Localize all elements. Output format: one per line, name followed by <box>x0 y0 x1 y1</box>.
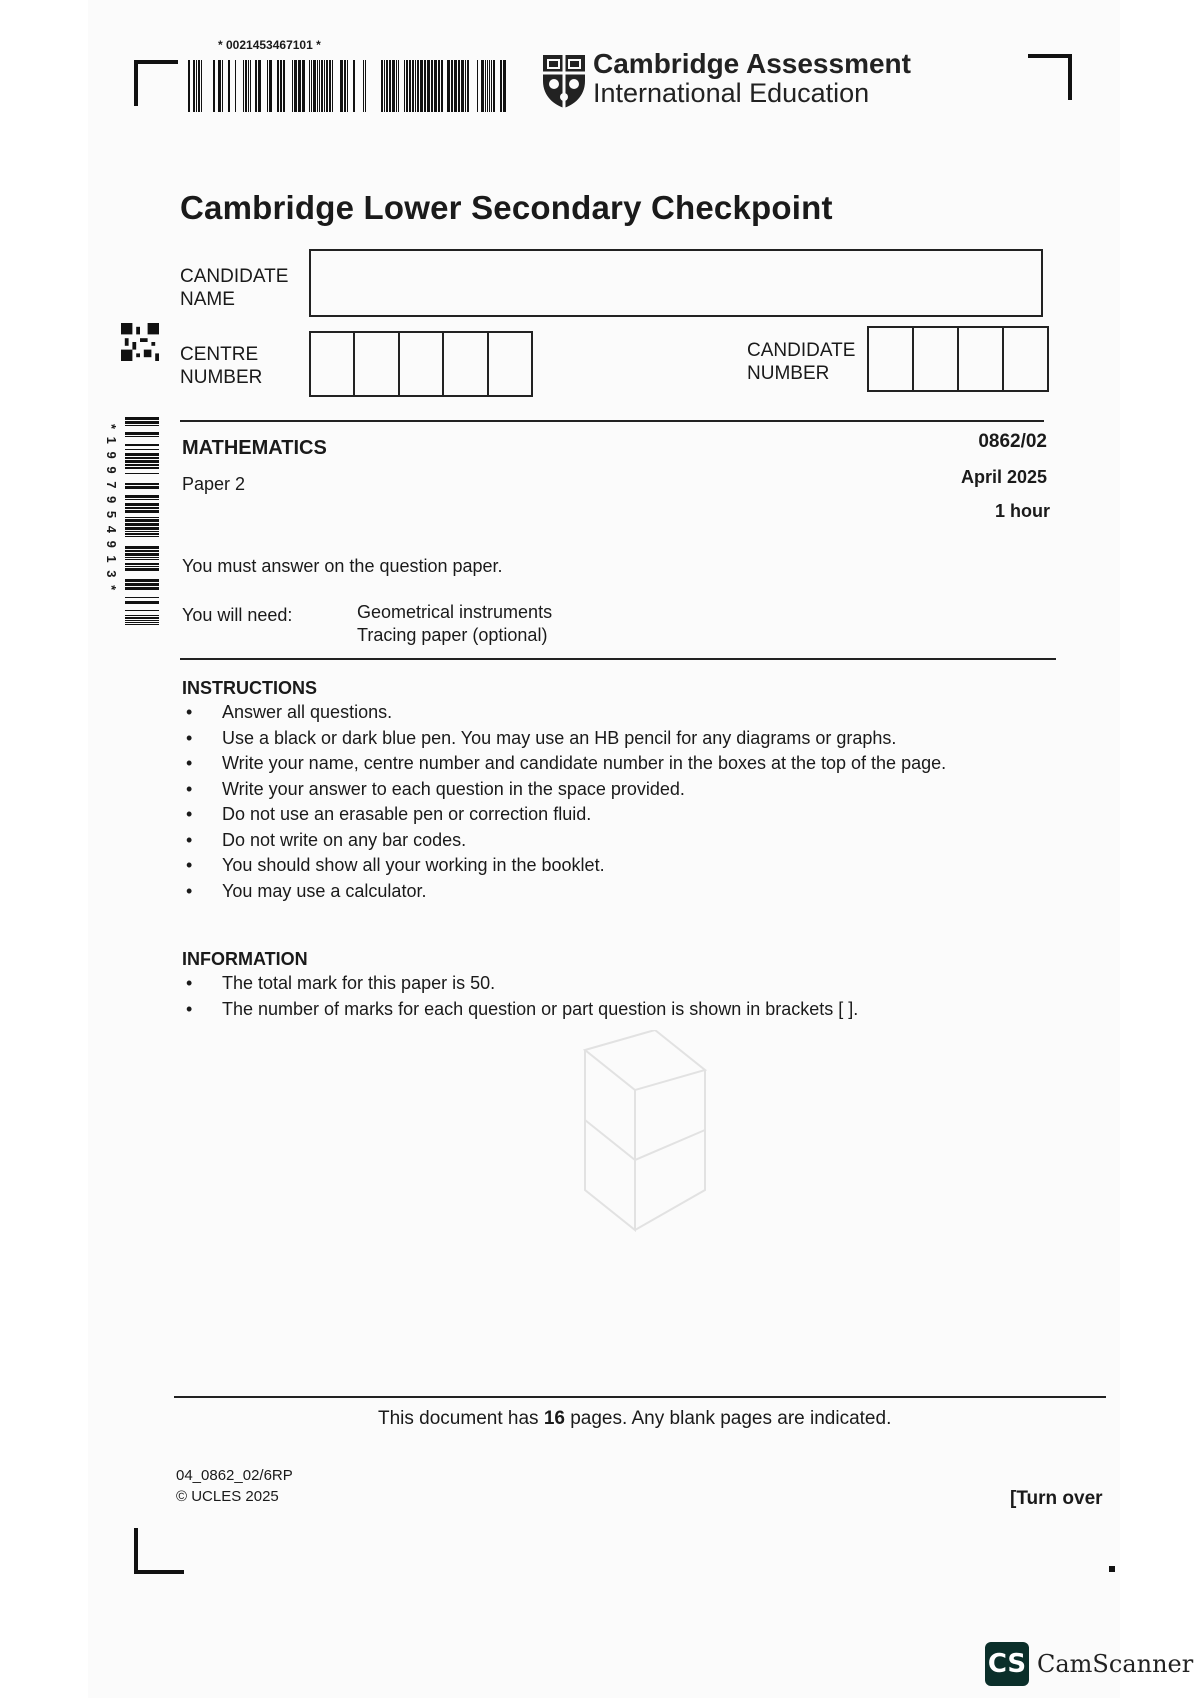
exam-duration: 1 hour <box>994 501 1050 521</box>
org-name-line2: International Education <box>593 78 870 108</box>
candidate-number-label: CANDIDATE NUMBER <box>747 340 856 384</box>
list-item: • Write your answer to each question in the space provided. <box>182 777 1062 803</box>
paper-code: 0862/02 <box>978 431 1047 452</box>
top-barcode <box>188 60 510 112</box>
list-item: • Use a black or dark blue pen. You may use an HB pencil for any diagrams or graphs. <box>182 726 1062 752</box>
reference-code: 04_0862_02/6RP <box>176 1467 293 1484</box>
divider-middle <box>180 658 1056 660</box>
exam-date: April 2025 <box>960 467 1047 487</box>
information-heading: INFORMATION <box>182 949 308 969</box>
need-item-instruments: Geometrical instruments <box>357 602 553 622</box>
list-item: • Do not use an erasable pen or correction fluid. <box>182 802 1062 828</box>
crop-mark-top-right <box>1028 54 1072 100</box>
qr-code-icon <box>121 323 159 361</box>
copyright: © UCLES 2025 <box>176 1488 279 1505</box>
subject-name: MATHEMATICS <box>182 437 327 459</box>
divider-top <box>180 420 1044 422</box>
cambridge-crest-icon <box>541 53 587 109</box>
list-item: • Answer all questions. <box>182 700 1062 726</box>
centre-number-label: CENTRE NUMBER <box>180 344 263 388</box>
list-item: • The number of marks for each question or part question is shown in brackets [ ]. <box>182 997 1062 1023</box>
list-item: • Write your name, centre number and candidate number in the boxes at the top of the page. <box>182 751 1062 777</box>
centre-number-boxes[interactable] <box>309 331 533 397</box>
side-barcode-text: * 1 9 9 7 9 5 4 9 1 3 * <box>104 424 119 593</box>
need-item-tracing: Tracing paper (optional) <box>357 625 548 645</box>
crop-mark-top-left <box>134 60 178 106</box>
information-list <box>182 971 1062 1022</box>
footer-divider <box>174 1396 1106 1398</box>
page-count-note: This document has 16 pages. Any blank pages are indicated. <box>378 1408 892 1429</box>
instructions-list <box>182 700 1062 904</box>
show-through-cube-diagram <box>535 1030 715 1250</box>
list-item: • The total mark for this paper is 50. <box>182 971 1062 997</box>
org-name-line1: Cambridge Assessment <box>593 48 911 79</box>
candidate-name-box[interactable] <box>309 249 1043 317</box>
crop-mark-bottom-left <box>134 1528 184 1574</box>
dot-mark <box>1109 1566 1115 1572</box>
need-label: You will need: <box>182 605 293 625</box>
paper-number: Paper 2 <box>182 474 246 494</box>
side-barcode <box>125 417 161 627</box>
turn-over: [Turn over <box>1010 1488 1103 1509</box>
candidate-name-label: CANDIDATE NAME <box>180 266 289 310</box>
page-title: Cambridge Lower Secondary Checkpoint <box>180 189 833 226</box>
list-item: • You should show all your working in the booklet. <box>182 853 1062 879</box>
list-item: • You may use a calculator. <box>182 879 1062 905</box>
answer-note: You must answer on the question paper. <box>182 556 503 576</box>
top-barcode-number: * 0021453467101 * <box>218 38 321 52</box>
candidate-number-boxes[interactable] <box>867 326 1049 392</box>
list-item: • Do not write on any bar codes. <box>182 828 1062 854</box>
camscanner-logo-icon: CS <box>985 1642 1029 1686</box>
camscanner-brand: CamScanner <box>1037 1650 1194 1678</box>
instructions-heading: INSTRUCTIONS <box>182 678 317 698</box>
